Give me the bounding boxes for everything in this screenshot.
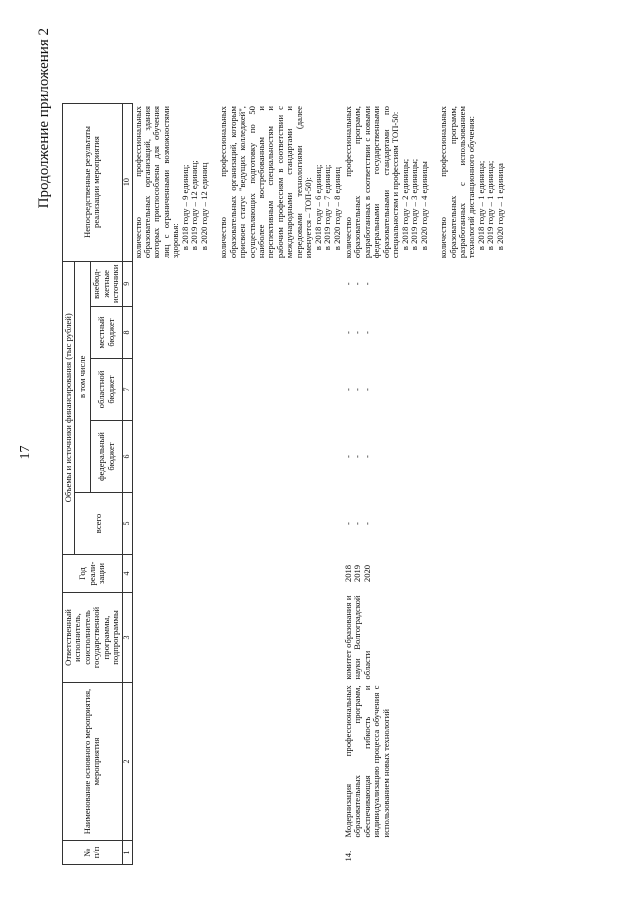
column-number: 5: [122, 493, 132, 555]
value-dash: -: [343, 282, 354, 286]
value-dash: -: [361, 282, 372, 286]
total-values: [343, 493, 506, 555]
header-year: Год реали- зации: [63, 555, 123, 593]
value-dash: -: [343, 455, 354, 458]
result-text: количество профессиональных образовательных программ, разработанных в соответствии с новыми федеральными государственными образовательными стандартами по специальностям и профессиям ТОП-50:: [343, 106, 401, 259]
appendix-label: Продолжение приложения 2: [36, 28, 52, 209]
year: 2019: [352, 564, 363, 583]
value-dash: -: [352, 455, 363, 458]
column-number: 1: [122, 841, 132, 865]
header-including: в том числе: [75, 261, 91, 492]
header-total: всего: [75, 493, 122, 555]
column-number: 10: [122, 103, 132, 261]
value-dash: -: [352, 522, 363, 525]
result-item: в 2019 году – 12 единиц;: [189, 160, 200, 251]
header-federal: федеральный бюджет: [91, 421, 122, 493]
offbudget-values: [343, 261, 506, 306]
local-values: [343, 307, 506, 359]
result-item: в 2019 году – 3 единицы;: [409, 158, 420, 251]
result-item: в 2018 году – 1 единица;: [475, 160, 486, 251]
federal-values: [343, 421, 506, 493]
column-number: 9: [122, 261, 132, 306]
year: 2020: [361, 564, 372, 583]
header-regional: областной бюджет: [91, 359, 122, 421]
value-dash: -: [352, 388, 363, 391]
value-dash: -: [352, 282, 363, 286]
header-num: № п/п: [63, 841, 123, 865]
value-dash: -: [361, 455, 372, 458]
header-local: местный бюджет: [91, 307, 122, 359]
program-table: [62, 103, 506, 865]
results-cell: [343, 103, 506, 261]
header-event-name: Наименование основного мероприятия, мероприятия: [63, 683, 123, 841]
value-dash: -: [361, 331, 372, 334]
header-offbudget: внебюд- жетные источники: [91, 261, 122, 306]
value-dash: -: [361, 388, 372, 391]
executor: комитет образования и науки Волгоградской области: [343, 595, 372, 680]
column-number: 4: [122, 555, 132, 593]
column-number: 3: [122, 593, 132, 683]
column-number: 8: [122, 307, 132, 359]
header-funding: Объемы и источники финансирования (тыс рублей): [63, 261, 75, 554]
page-number: 17: [18, 445, 33, 460]
value-dash: -: [343, 522, 354, 525]
result-item: в 2020 году – 4 единицы: [418, 161, 429, 251]
value-dash: -: [343, 331, 354, 334]
result-item: в 2018 году – 9 единиц;: [179, 164, 190, 251]
result-item: в 2020 году – 12 единиц: [198, 162, 209, 251]
result-text: количество профессиональных образовательных организаций, которым присвоен статус "ведущих колледжей", осуществляющих подготовку по 50 наиболее востребованным и перспективным специальностям и рабочим профессиям в соответствии с международными стандартами и передовыми технологиями (далее именуется – ТОП-50):: [218, 106, 314, 259]
value-dash: -: [361, 522, 372, 525]
value-dash: -: [343, 388, 354, 391]
header-results: Непосредственные результаты реализации мероприятия: [63, 103, 123, 261]
column-numbers-row: [122, 103, 132, 864]
years-cell: [343, 555, 506, 593]
result-item: в 2020 году – 1 единица: [494, 163, 505, 251]
result-item: в 2020 году – 8 единиц: [331, 166, 342, 251]
table-row: [343, 103, 506, 864]
results-cell: [132, 103, 343, 261]
table-row: [132, 103, 343, 864]
row-number: 14.: [343, 850, 354, 862]
column-number: 6: [122, 421, 132, 493]
result-item: в 2019 году – 1 единица;: [485, 160, 496, 251]
column-number: 2: [122, 683, 132, 841]
regional-values: [343, 359, 506, 421]
event-name: Модернизация профессиональных образовательных программ, обеспечивающая гибкость и индивидуализацию процесса обучения с использованием новых технологий: [343, 685, 391, 838]
year: 2018: [343, 564, 354, 583]
result-text: количество профессиональных образовательных программ, разработанных с использованием технологий дистанционного обучения:: [438, 106, 477, 259]
column-number: 7: [122, 359, 132, 421]
value-dash: -: [352, 331, 363, 334]
result-item: в 2018 году – 6 единиц;: [312, 164, 323, 251]
result-text: количество профессиональных образовательных организаций, здания которых приспособлены для обучения лиц с ограниченными возможностями здоровья:: [132, 106, 181, 259]
result-item: в 2019 году – 7 единиц;: [322, 164, 333, 251]
header-executor: Ответственный исполнитель, соисполнитель государственной программы, подпрограммы: [63, 593, 123, 683]
result-item: в 2018 году – 2 единицы;: [399, 158, 410, 251]
